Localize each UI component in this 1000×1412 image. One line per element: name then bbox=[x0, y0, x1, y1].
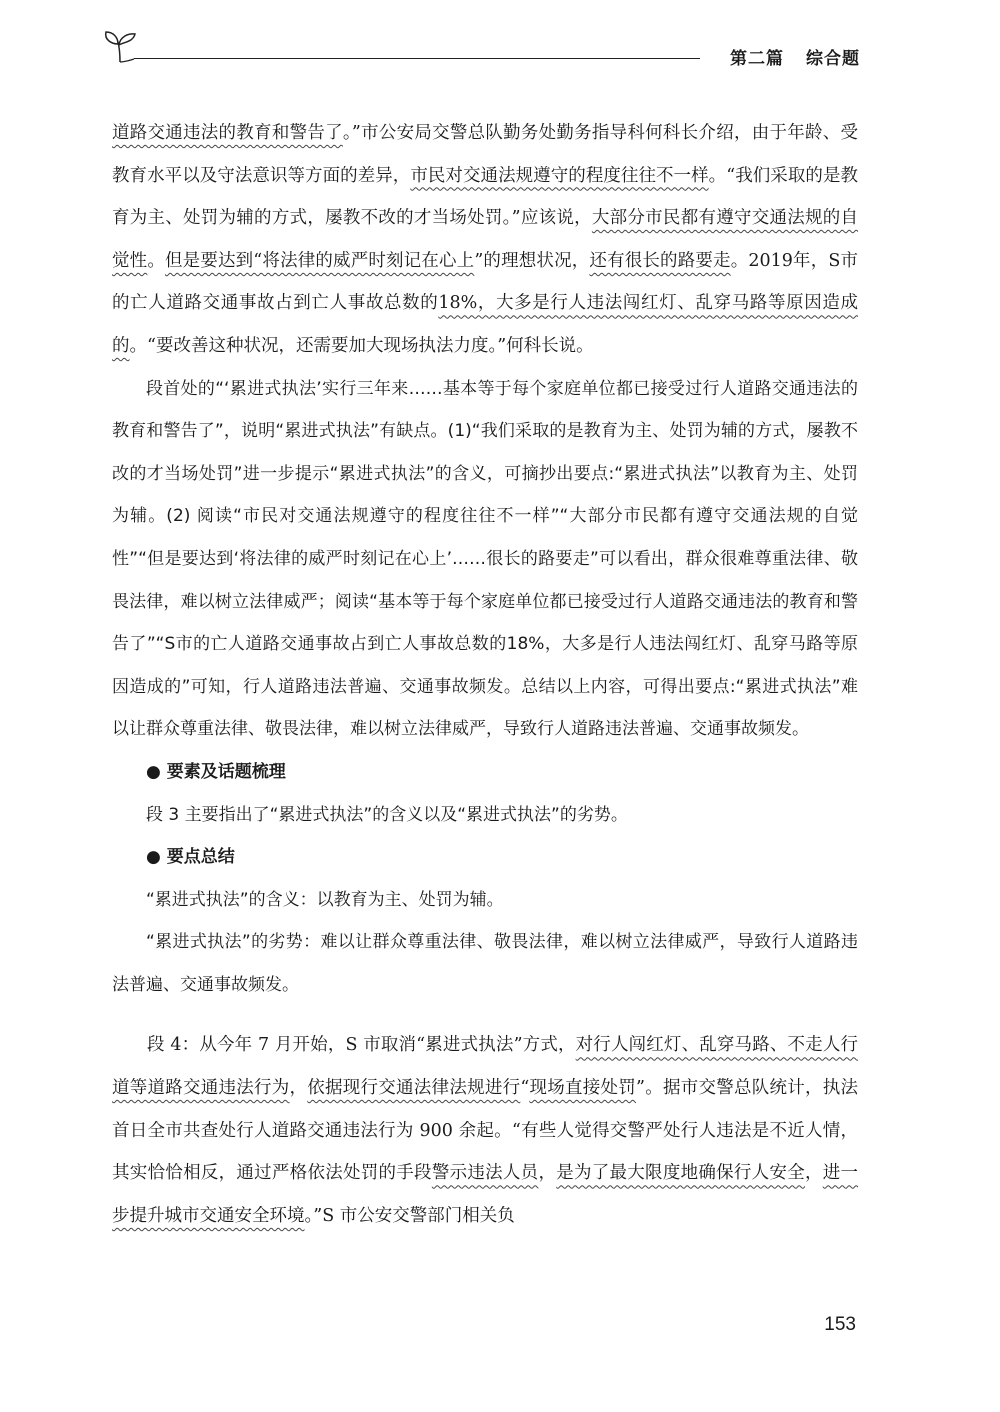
page-number: 153 bbox=[824, 1314, 856, 1335]
text-run: 。 bbox=[147, 250, 165, 271]
underlined-phrase: 现场直接处罚 bbox=[529, 1078, 637, 1099]
underlined-phrase: 警示违法人员 bbox=[431, 1163, 539, 1184]
excerpt-paragraph bbox=[112, 112, 858, 368]
text-run: ， bbox=[804, 1163, 823, 1184]
underlined-phrase: 道路交通违法的教育和警告了 bbox=[112, 123, 343, 143]
elements-heading: ● 要素及话题梳理 bbox=[146, 761, 286, 782]
text-run: 。“要改善这种状况，还需要加大现场执法力度。”何科长说。 bbox=[129, 335, 594, 356]
spacer bbox=[112, 1006, 858, 1024]
running-header bbox=[100, 28, 860, 78]
underlined-phrase: 是为了最大限度地确保行人安全 bbox=[556, 1163, 805, 1184]
summary-meaning: “累进式执法”的含义：以教育为主、处罚为辅。 bbox=[146, 889, 504, 910]
text-run: 段 4：从今年 7 月开始，S 市取消“累进式执法”方式， bbox=[147, 1035, 576, 1056]
text-run: 。”S 市公安交警部门相关负 bbox=[304, 1205, 515, 1226]
part-label: 第二篇 bbox=[730, 49, 784, 69]
header-rule bbox=[134, 58, 700, 59]
section-title bbox=[730, 44, 860, 69]
underlined-phrase: 还有很长的路要走 bbox=[589, 250, 731, 271]
underlined-phrase: 市民对交通法规遵守的程度往往不一样 bbox=[410, 165, 709, 186]
section-label: 综合题 bbox=[806, 49, 860, 69]
paragraph-4 bbox=[112, 1024, 858, 1237]
underlined-phrase: 18%，大多是行人违法闯红灯、乱穿马路等原因造成的 bbox=[112, 293, 858, 356]
underlined-phrase: 进一步提升城市交通安全环境 bbox=[112, 1163, 859, 1226]
text-run: ， bbox=[289, 1078, 308, 1099]
summary-disadvantage: “累进式执法”的劣势：难以让群众尊重法律、敬畏法律，难以树立法律威严，导致行人道路违法普遍、交通事故频发。 bbox=[112, 932, 858, 995]
text-run: 。2019年，S市的亡人道路交通事故占到亡人事故总数的 bbox=[112, 250, 859, 314]
page-body bbox=[112, 112, 858, 1237]
text-run: “ bbox=[520, 1078, 530, 1099]
underlined-phrase: 大部分市民都有遵守交通法规的自觉性 bbox=[112, 208, 859, 271]
analysis-paragraph: 段首处的“‘累进式执法’实行三年来……基本等于每个家庭单位都已接受过行人道路交通违法的教育和警告了”，说明“累进式执法”有缺点。(1)“我们采取的是教育为主、处罚为辅的方式，屡教不改的才当场处罚”进一步提示“累进式执法”的含义，可摘抄出要点:“累进式执法”以教育为主、处罚为辅。(2) 阅读“市民对交通法规遵守的程度往往不一样”“大部分市民都有遵守交通法规的自觉性”“但是要达到‘将法律的威严时刻记在心上’……很长的路要走”可以看出，群众很难尊重法律、敬畏法律，难以树立法律威严；阅读“基本等于每个家庭单位都已接受过行人道路交通违法的教育和警告了”“S市的亡人道路交通事故占到亡人事故总数的18%，大多是行人违法闯红灯、乱穿马路等原因造成的”可知，行人道路违法普遍、交通事故频发。总结以上内容，可得出要点:“累进式执法”难以让群众尊重法律、敬畏法律，难以树立法律威严，导致行人道路违法普遍、交通事故频发。 bbox=[112, 378, 858, 740]
text-run: 。“我们采取的是教育为主、处罚为辅的方式，屡教不改的才当场处罚。”应该说， bbox=[112, 165, 858, 229]
underlined-phrase: 但是要达到“将法律的威严时刻记在心上 bbox=[165, 250, 475, 271]
underlined-phrase: 对行人闯红灯、乱穿马路、不走人行道等道路交通违法行为 bbox=[112, 1035, 858, 1099]
underlined-phrase: 依据现行交通法律法规进行 bbox=[307, 1078, 521, 1099]
text-run: ”的理想状况， bbox=[474, 250, 590, 271]
text-run: ， bbox=[538, 1163, 557, 1184]
summary-heading: ● 要点总结 bbox=[146, 847, 235, 868]
elements-text: 段 3 主要指出了“累进式执法”的含义以及“累进式执法”的劣势。 bbox=[146, 804, 628, 825]
text-run: 。”市公安局交警总队勤务处勤务指导科何科长介绍，由于年龄、受教育水平以及守法意识等方面的差异， bbox=[112, 123, 858, 186]
text-run: ”。据市交警总队统计，执法首日全市共查处行人道路交通违法行为 900 余起。“有些人觉得交警严处行人违法是不近人情，其实恰恰相反，通过严格依法处罚的手段 bbox=[112, 1078, 859, 1184]
